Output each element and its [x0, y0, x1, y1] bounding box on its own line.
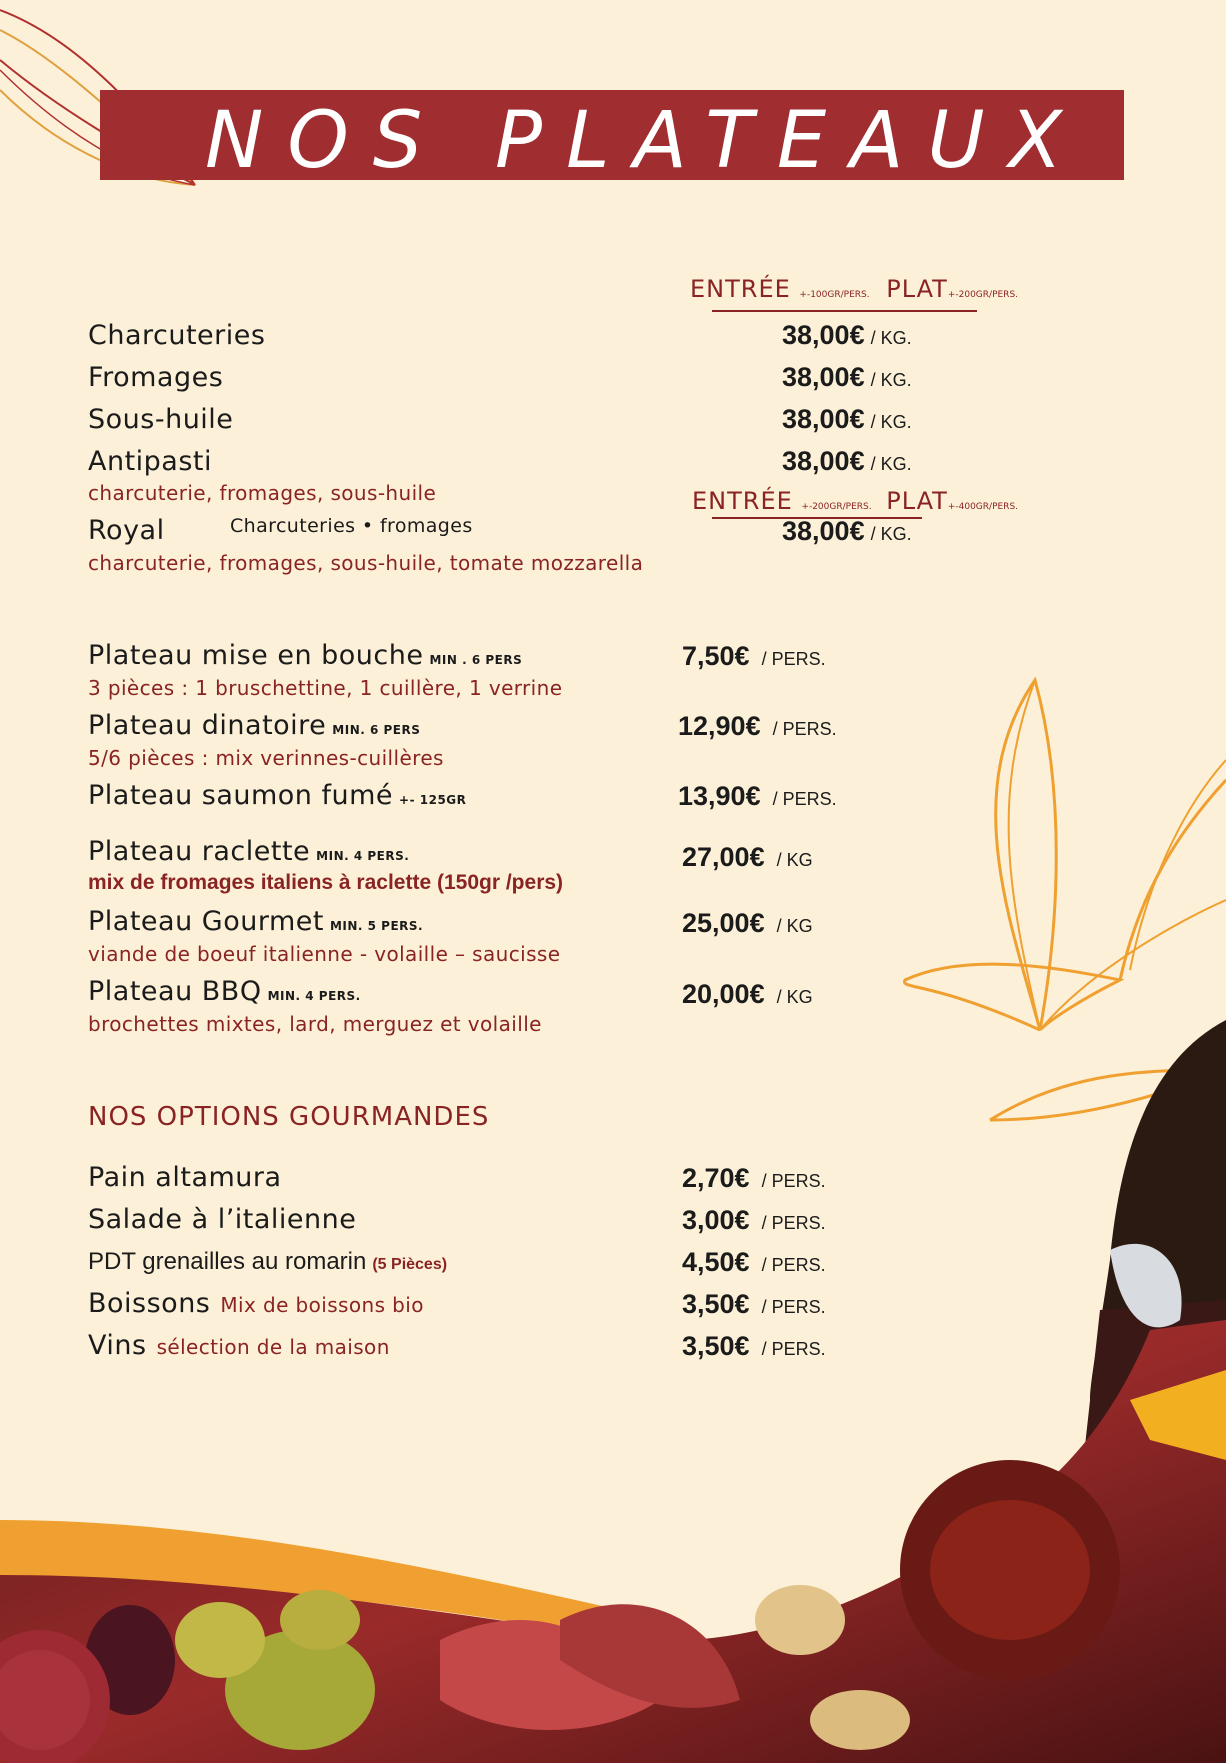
plateau-price-dinatoire: 12,90€ / PERS.	[678, 711, 837, 741]
column-header-2	[692, 487, 1018, 515]
option-price-pain: 2,70€ / PERS.	[682, 1163, 826, 1193]
plateau-sub-mise-en-bouche: 3 pièces : 1 bruschettine, 1 cuillère, 1 verrine	[88, 676, 563, 700]
item-name-royal: Royal	[88, 515, 165, 546]
option-name-salade: Salade à l’italienne	[88, 1204, 357, 1235]
option-name-vins: Vins sélection de la maison	[88, 1330, 390, 1361]
plateau-name-mise-en-bouche: Plateau mise en bouche MIN . 6 PERS	[88, 640, 523, 671]
plateau-price-mise-en-bouche: 7,50€ / PERS.	[682, 641, 826, 671]
item-price-fromages: 38,00€ / KG.	[782, 362, 912, 392]
plateau-price-bbq: 20,00€ / KG	[682, 979, 813, 1009]
plateau-price-saumon: 13,90€ / PERS.	[678, 781, 837, 811]
plateau-name-saumon: Plateau saumon fumé +- 125GR	[88, 780, 467, 811]
option-price-boissons: 3,50€ / PERS.	[682, 1289, 826, 1319]
item-sub-royal: charcuterie, fromages, sous-huile, tomate mozzarella	[88, 551, 644, 575]
option-extra-pdt: (5 Pièces)	[372, 1256, 448, 1273]
plateau-price-raclette: 27,00€ / KG	[682, 842, 813, 872]
item-price-charcuteries: 38,00€ / KG.	[782, 320, 912, 350]
item-sub-antipasti: charcuterie, fromages, sous-huile	[88, 481, 437, 505]
header-underline-1	[712, 310, 977, 312]
plat-note-2: +-400GR/PERS.	[947, 502, 1019, 512]
option-name-boissons: Boissons Mix de boissons bio	[88, 1288, 424, 1319]
plateau-sub-dinatoire: 5/6 pièces : mix verinnes-cuillères	[88, 746, 444, 770]
item-name-sous-huile: Sous-huile	[88, 404, 234, 435]
plateau-sub-bbq: brochettes mixtes, lard, merguez et volaille	[88, 1012, 542, 1036]
plateau-name-bbq: Plateau BBQ MIN. 4 PERS.	[88, 976, 361, 1007]
column-header-1	[690, 275, 1018, 303]
plat-label-2: PLAT	[886, 487, 948, 515]
entree-label: ENTRÉE	[690, 275, 791, 303]
plateau-name-gourmet: Plateau Gourmet MIN. 5 PERS.	[88, 906, 424, 937]
option-price-salade: 3,00€ / PERS.	[682, 1205, 826, 1235]
plateau-name-raclette: Plateau raclette MIN. 4 PERS.	[88, 836, 410, 867]
entree-note: +-100GR/PERS.	[799, 290, 870, 300]
item-price-antipasti: 38,00€ / KG.	[782, 446, 912, 476]
item-price-sous-huile: 38,00€ / KG.	[782, 404, 912, 434]
plat-note: +-200GR/PERS.	[947, 290, 1019, 300]
entree-label-2: ENTRÉE	[692, 487, 793, 515]
plateau-price-gourmet: 25,00€ / KG	[682, 908, 813, 938]
item-name-antipasti: Antipasti	[88, 446, 213, 477]
plateau-name-dinatoire: Plateau dinatoire MIN. 6 PERS	[88, 710, 421, 741]
plateau-sub-gourmet: viande de boeuf italienne - volaille – saucisse	[88, 942, 561, 966]
options-section-title: NOS OPTIONS GOURMANDES	[88, 1102, 490, 1132]
entree-note-2: +-200GR/PERS.	[801, 502, 872, 512]
option-name-pain: Pain altamura	[88, 1162, 282, 1193]
item-name-fromages: Fromages	[88, 362, 224, 393]
option-name-pdt: PDT grenailles au romarin (5 Pièces)	[88, 1248, 448, 1275]
option-price-pdt: 4,50€ / PERS.	[682, 1247, 826, 1277]
option-extra-vins: sélection de la maison	[156, 1335, 390, 1359]
item-name-charcuteries: Charcuteries	[88, 320, 266, 351]
page-title: NOS PLATEAUX	[205, 96, 1087, 186]
option-price-vins: 3,50€ / PERS.	[682, 1331, 826, 1361]
option-extra-boissons: Mix de boissons bio	[220, 1293, 424, 1317]
item-extra-royal: Charcuteries • fromages	[230, 515, 473, 537]
plateau-sub-raclette: mix de fromages italiens à raclette (150gr /pers)	[88, 871, 564, 894]
plat-label: PLAT	[886, 275, 948, 303]
item-price-royal: 38,00€ / KG.	[782, 516, 912, 546]
